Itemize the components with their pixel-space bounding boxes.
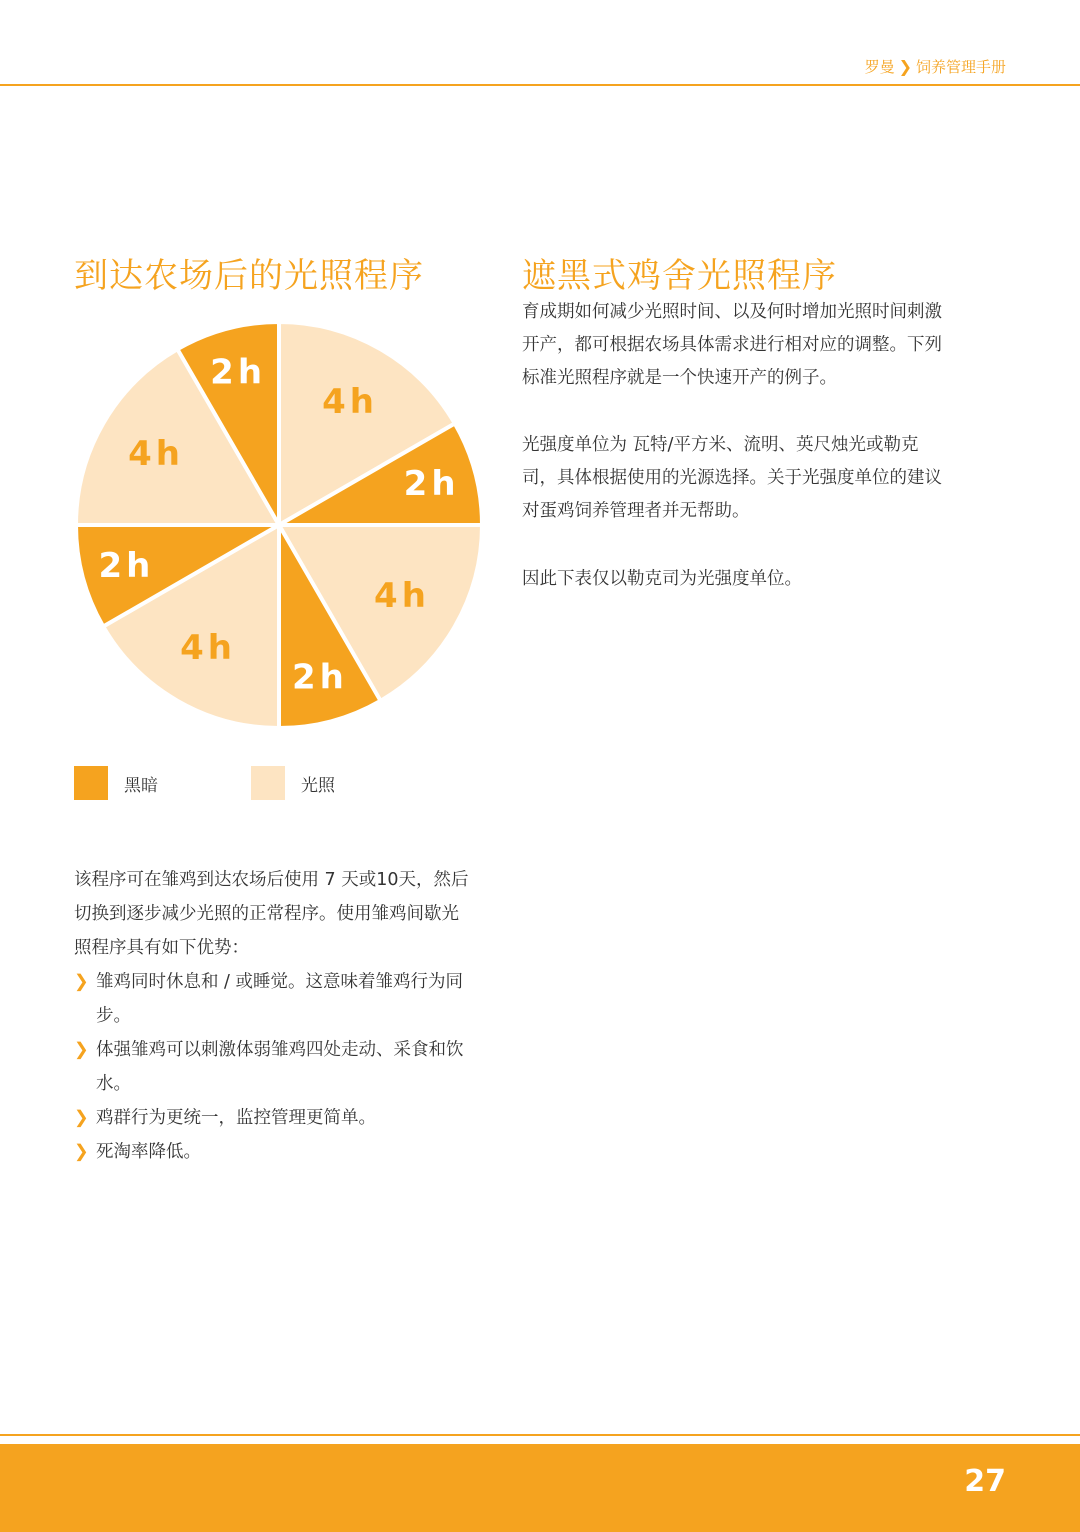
list-item: ❯ 死淘率降低。 [74,1135,474,1169]
footer-bar [0,1444,1080,1532]
list-item: ❯ 雏鸡同时休息和 / 或睡觉。这意味着雏鸡行为同步。 [74,965,474,1033]
right-paragraph-1: 育成期如何减少光照时间、以及何时增加光照时间刺激开产，都可根据农场具体需求进行相对应的调整。下列标准光照程序就是一个快速开产的例子。 [522,302,942,388]
running-header [865,56,1006,77]
lighting-pie-chart [70,316,488,734]
pie-slice-label-6: 2h [98,545,155,586]
pie-slice-label-1: 4h [322,382,378,423]
legend-item-dark [74,766,158,800]
chevron-right-icon: ❯ [74,1108,89,1128]
right-paragraph-2: 光强度单位为 瓦特/平方米、流明、英尺烛光或勒克司，具体根据使用的光源选择。关于光强度单位的建议对蛋鸡饲养管理者并无帮助。 [522,435,942,521]
left-heading: 到达农场后的光照程序 [74,256,424,296]
legend-label-light: 光照 [301,775,335,796]
top-rule [0,84,1080,86]
left-text-block [74,863,474,1169]
header-title: 饲养管理手册 [915,58,1006,76]
chevron-right-icon: ❯ [74,1142,89,1162]
legend-swatch-dark [74,766,108,800]
chevron-right-icon: ❯ [74,972,89,992]
left-intro: 该程序可在雏鸡到达农场后使用 7 天或10天，然后切换到逐步减少光照的正常程序。使用雏鸡间歇光照程序具有如下优势： [74,870,469,958]
chevron-right-icon: ❯ [74,1040,89,1060]
list-item: ❯ 体强雏鸡可以刺激体弱雏鸡四处走动、采食和饮水。 [74,1033,474,1101]
chevron-right-icon: ❯ [898,57,912,76]
bottom-rule [0,1434,1080,1436]
page-number: 27 [964,1464,1006,1499]
pie-slice-label-2: 2h [403,464,460,505]
right-paragraph-3: 因此下表仅以勒克司为光强度单位。 [522,569,802,589]
pie-slice-label-8: 2h [210,352,267,393]
header-brand: 罗曼 [864,58,895,76]
list-item: ❯ 鸡群行为更统一，监控管理更简单。 [74,1101,474,1135]
pie-slice-label-7: 4h [128,434,184,474]
legend-label-dark: 黑暗 [124,775,158,796]
pie-slice-label-3: 4h [374,576,430,616]
advantages-list [74,965,474,1169]
pie-slice-label-5: 4h [180,627,236,668]
pie-slice-label-4: 2h [291,657,348,698]
legend-swatch-light [251,766,285,800]
legend-item-light [251,766,335,800]
right-heading: 遮黑式鸡舍光照程序 [522,256,837,296]
